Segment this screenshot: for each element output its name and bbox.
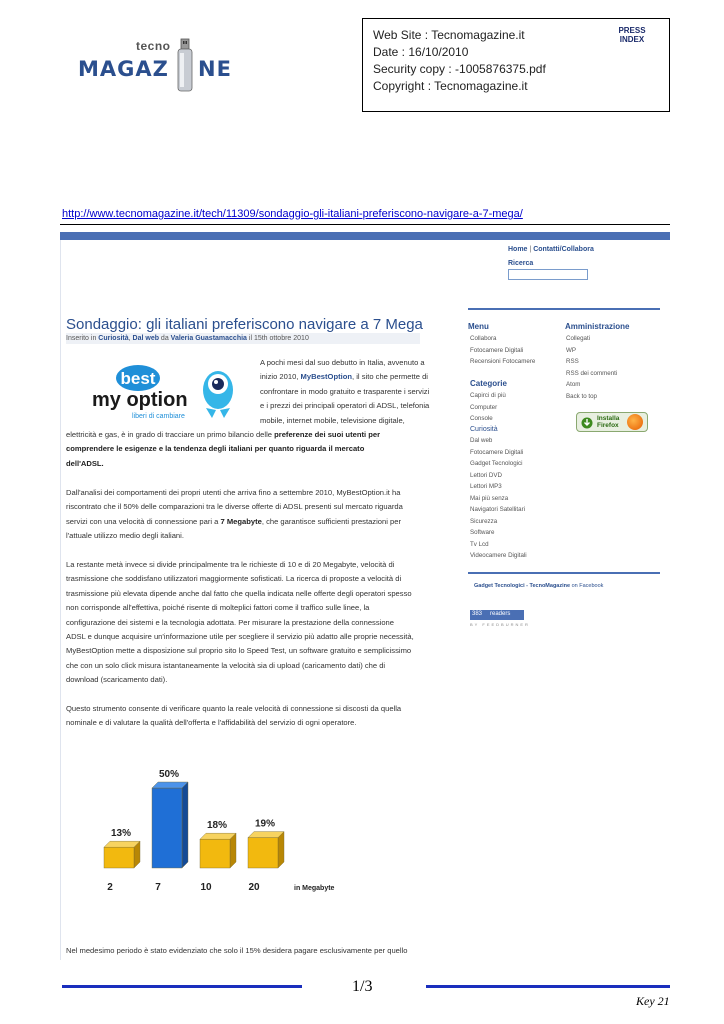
categories-title: Categorie: [470, 379, 507, 388]
menu-title: Menu: [468, 322, 489, 331]
copyright-line: Copyright : Tecnomagazine.it: [373, 79, 528, 93]
paragraph-2: Dall'analisi dei comportamenti dei propri utenti che arriva fino a settembre 2010, MyBestOption.it ha riscontrato che il 50% delle comparazioni tra le diverse offerte di ADSL presenti sul mercato riguarda servizi con una velocità di connessione pari a 7 Megabyte, che garantisce sufficienti prestazioni per l'attuale utilizzo medio degli italiani.: [66, 488, 403, 541]
top-nav: [508, 246, 594, 253]
bar-10: [200, 839, 230, 868]
bar-top: [104, 841, 140, 847]
chart-x-axis-label: in Megabyte: [294, 885, 335, 892]
article-title: Sondaggio: gli italiani preferiscono navigare a 7 Mega: [66, 316, 423, 333]
bar-value-label: 50%: [158, 769, 180, 780]
sidebar-top-rule: [468, 308, 660, 310]
bar-2: [104, 847, 134, 868]
admin-item[interactable]: Atom: [566, 381, 581, 388]
svg-text:best: best: [120, 369, 156, 388]
mascot-icon: [203, 371, 233, 418]
x-tick-label: 20: [248, 882, 260, 893]
press-index-logo: PRESS INDEX: [618, 26, 646, 44]
category-item[interactable]: Fotocamere Digitali: [470, 448, 524, 456]
category-item[interactable]: Console: [470, 415, 493, 422]
tecnomagazine-logo: tecno MAGAZ NE: [78, 37, 243, 97]
website-line: Web Site : Tecnomagazine.it: [373, 28, 525, 42]
admin-item[interactable]: RSS: [566, 358, 579, 365]
page-left-border: [60, 240, 61, 960]
category-item[interactable]: Videocamere Digitali: [470, 552, 527, 559]
feedburner-readers-badge[interactable]: 383 readers: [470, 610, 524, 620]
page-number: 1/3: [352, 978, 373, 995]
bar-20: [248, 838, 278, 868]
source-url-link[interactable]: http://www.tecnomagazine.it/tech/11309/sondaggio-gli-italiani-preferiscono-navigare-a-7-mega/: [62, 208, 523, 220]
x-tick-label: 2: [107, 882, 113, 893]
bar-top: [152, 782, 188, 788]
bar-value-label: 19%: [254, 818, 276, 830]
paragraph-5-first-line: Nel medesimo periodo è stato evidenziato che solo il 15% desidera pagare esclusivamente per quello: [66, 946, 408, 955]
category-item[interactable]: Computer: [470, 403, 498, 411]
bar-chart: [90, 758, 360, 908]
category-item[interactable]: Sicurezza: [470, 517, 498, 525]
search-label: Ricerca: [508, 260, 534, 267]
paragraph-1-full: elettricità e gas, è in grado di tracciare un primo bilancio delle preferenze dei suoi utenti per comprendere le esigenze e la tendenza degli italiani per quanto riguarda il mercato dell'ADSL.: [66, 430, 381, 468]
x-tick-label: 7: [155, 882, 161, 893]
install-firefox-button[interactable]: Installa Firefox: [576, 412, 648, 432]
mybestoption-link[interactable]: MyBestOption: [300, 372, 353, 382]
paragraph-1-wrapped: A pochi mesi dal suo debutto in Italia, avvenuto a inizio 2010, MyBestOption, il sito che permette di confrontare in modo gratuito e trasparente i servizi e i prezzi dei principali operatori di ADSL, telefonia mobile, internet mobile, televisione digitale,: [260, 358, 430, 425]
category-item[interactable]: Navigatori Satellitari: [470, 506, 526, 513]
bar-top: [200, 833, 236, 839]
menu-item[interactable]: Collabora: [470, 335, 497, 342]
footer-rule-left: [62, 985, 302, 988]
bar-top: [248, 832, 284, 838]
bar-value-label: 13%: [110, 828, 132, 840]
search-input[interactable]: [508, 269, 588, 280]
category-item[interactable]: Tv Lcd: [470, 540, 489, 548]
menu-item[interactable]: Fotocamere Digitali: [470, 346, 524, 354]
article-meta: Inserito in Curiosità, Dal web da Valeria Guastamacchia il 15th ottobre 2010: [66, 333, 420, 344]
sidebar-mid-rule: [468, 572, 660, 574]
usb-key-icon: [175, 37, 195, 97]
admin-item[interactable]: Collegati: [566, 335, 591, 342]
menu-item[interactable]: Recensioni Fotocamere: [470, 358, 536, 365]
nav-separator: |: [529, 246, 532, 253]
facebook-link[interactable]: Gadget Tecnologici - TecnoMagazine on Facebook: [474, 583, 604, 589]
svg-text:liberi di cambiare: liberi di cambiare: [132, 413, 185, 420]
category-item[interactable]: Capirci di più: [470, 392, 506, 399]
admin-item[interactable]: RSS dei commenti: [566, 369, 618, 377]
category-item[interactable]: Lettori MP3: [470, 483, 502, 490]
paragraph-4: Questo strumento consente di verificare quanto la reale velocità di connessione si discosti da quella nominale e di valutare la qualità dell'offerta e l'affidabilità del servizio di ogni operatore.: [66, 704, 402, 728]
bar-7: [152, 788, 182, 868]
mybestoption-logo: [88, 362, 248, 430]
key-label: Key 21: [636, 994, 670, 1008]
author-link[interactable]: Valeria Guastamacchia: [170, 335, 247, 342]
admin-item[interactable]: WP: [566, 346, 576, 354]
category-item[interactable]: Lettori DVD: [470, 471, 502, 479]
bar-value-label: 18%: [206, 820, 228, 832]
bar-side: [278, 832, 284, 868]
admin-title: Amministrazione: [565, 322, 630, 331]
admin-item[interactable]: Back to top: [566, 392, 597, 400]
security-line: Security copy : -1005876375.pdf: [373, 62, 546, 76]
category-item[interactable]: Software: [470, 529, 495, 536]
download-arrow-icon: [581, 417, 593, 429]
bar-side: [182, 782, 188, 868]
x-tick-label: 10: [200, 882, 212, 893]
paragraph-3: La restante metà invece si divide principalmente tra le richieste di 10 e di 20 Megabyte, velocità di trasmissione che soddisfano utilizzatori maggiormente sofisticati. La ricerca di proposte a velocità di trasmissione più elevata dipende anche dal fatto che quella indicata nelle offerte degli operatori spesso non corrisponde all'effettiva, poiché risente di molteplici fattori come il traffico sulle linee, la configurazione dei sistemi e la tecnologia adottata. Per misurare la prestazione della connessione ADSL e dunque acquisire un'informazione utile per scegliere il servizio più adatto alle proprie necessità, MyBestOption mette a disposizione sul proprio sito lo Speed Test, un software gratuito e semplicissimo che con un solo click misura istantaneamente la velocità sia di upload (caricamento dati) che di download (scaricamento dati).: [66, 560, 414, 685]
category-item[interactable]: Mai più senza: [470, 494, 509, 502]
nav-home-link[interactable]: Home: [508, 246, 528, 253]
category-link-dalweb[interactable]: Dal web: [132, 335, 159, 342]
footer-rule-right: [426, 985, 670, 988]
nav-contatti-link[interactable]: Contatti/Collabora: [533, 246, 594, 253]
category-item[interactable]: Dal web: [470, 437, 493, 444]
category-link-curiosita[interactable]: Curiosità: [98, 335, 129, 342]
category-item[interactable]: Gadget Tecnologici: [470, 460, 523, 467]
svg-text:my option: my option: [92, 389, 188, 411]
site-top-bar: [60, 232, 670, 240]
url-divider: [60, 224, 670, 225]
firefox-icon: [627, 414, 643, 430]
date-line: Date : 16/10/2010: [373, 45, 469, 59]
category-item-current[interactable]: Curiosità: [470, 426, 498, 433]
feedburner-label: BY FEEDBURNER: [470, 622, 530, 627]
